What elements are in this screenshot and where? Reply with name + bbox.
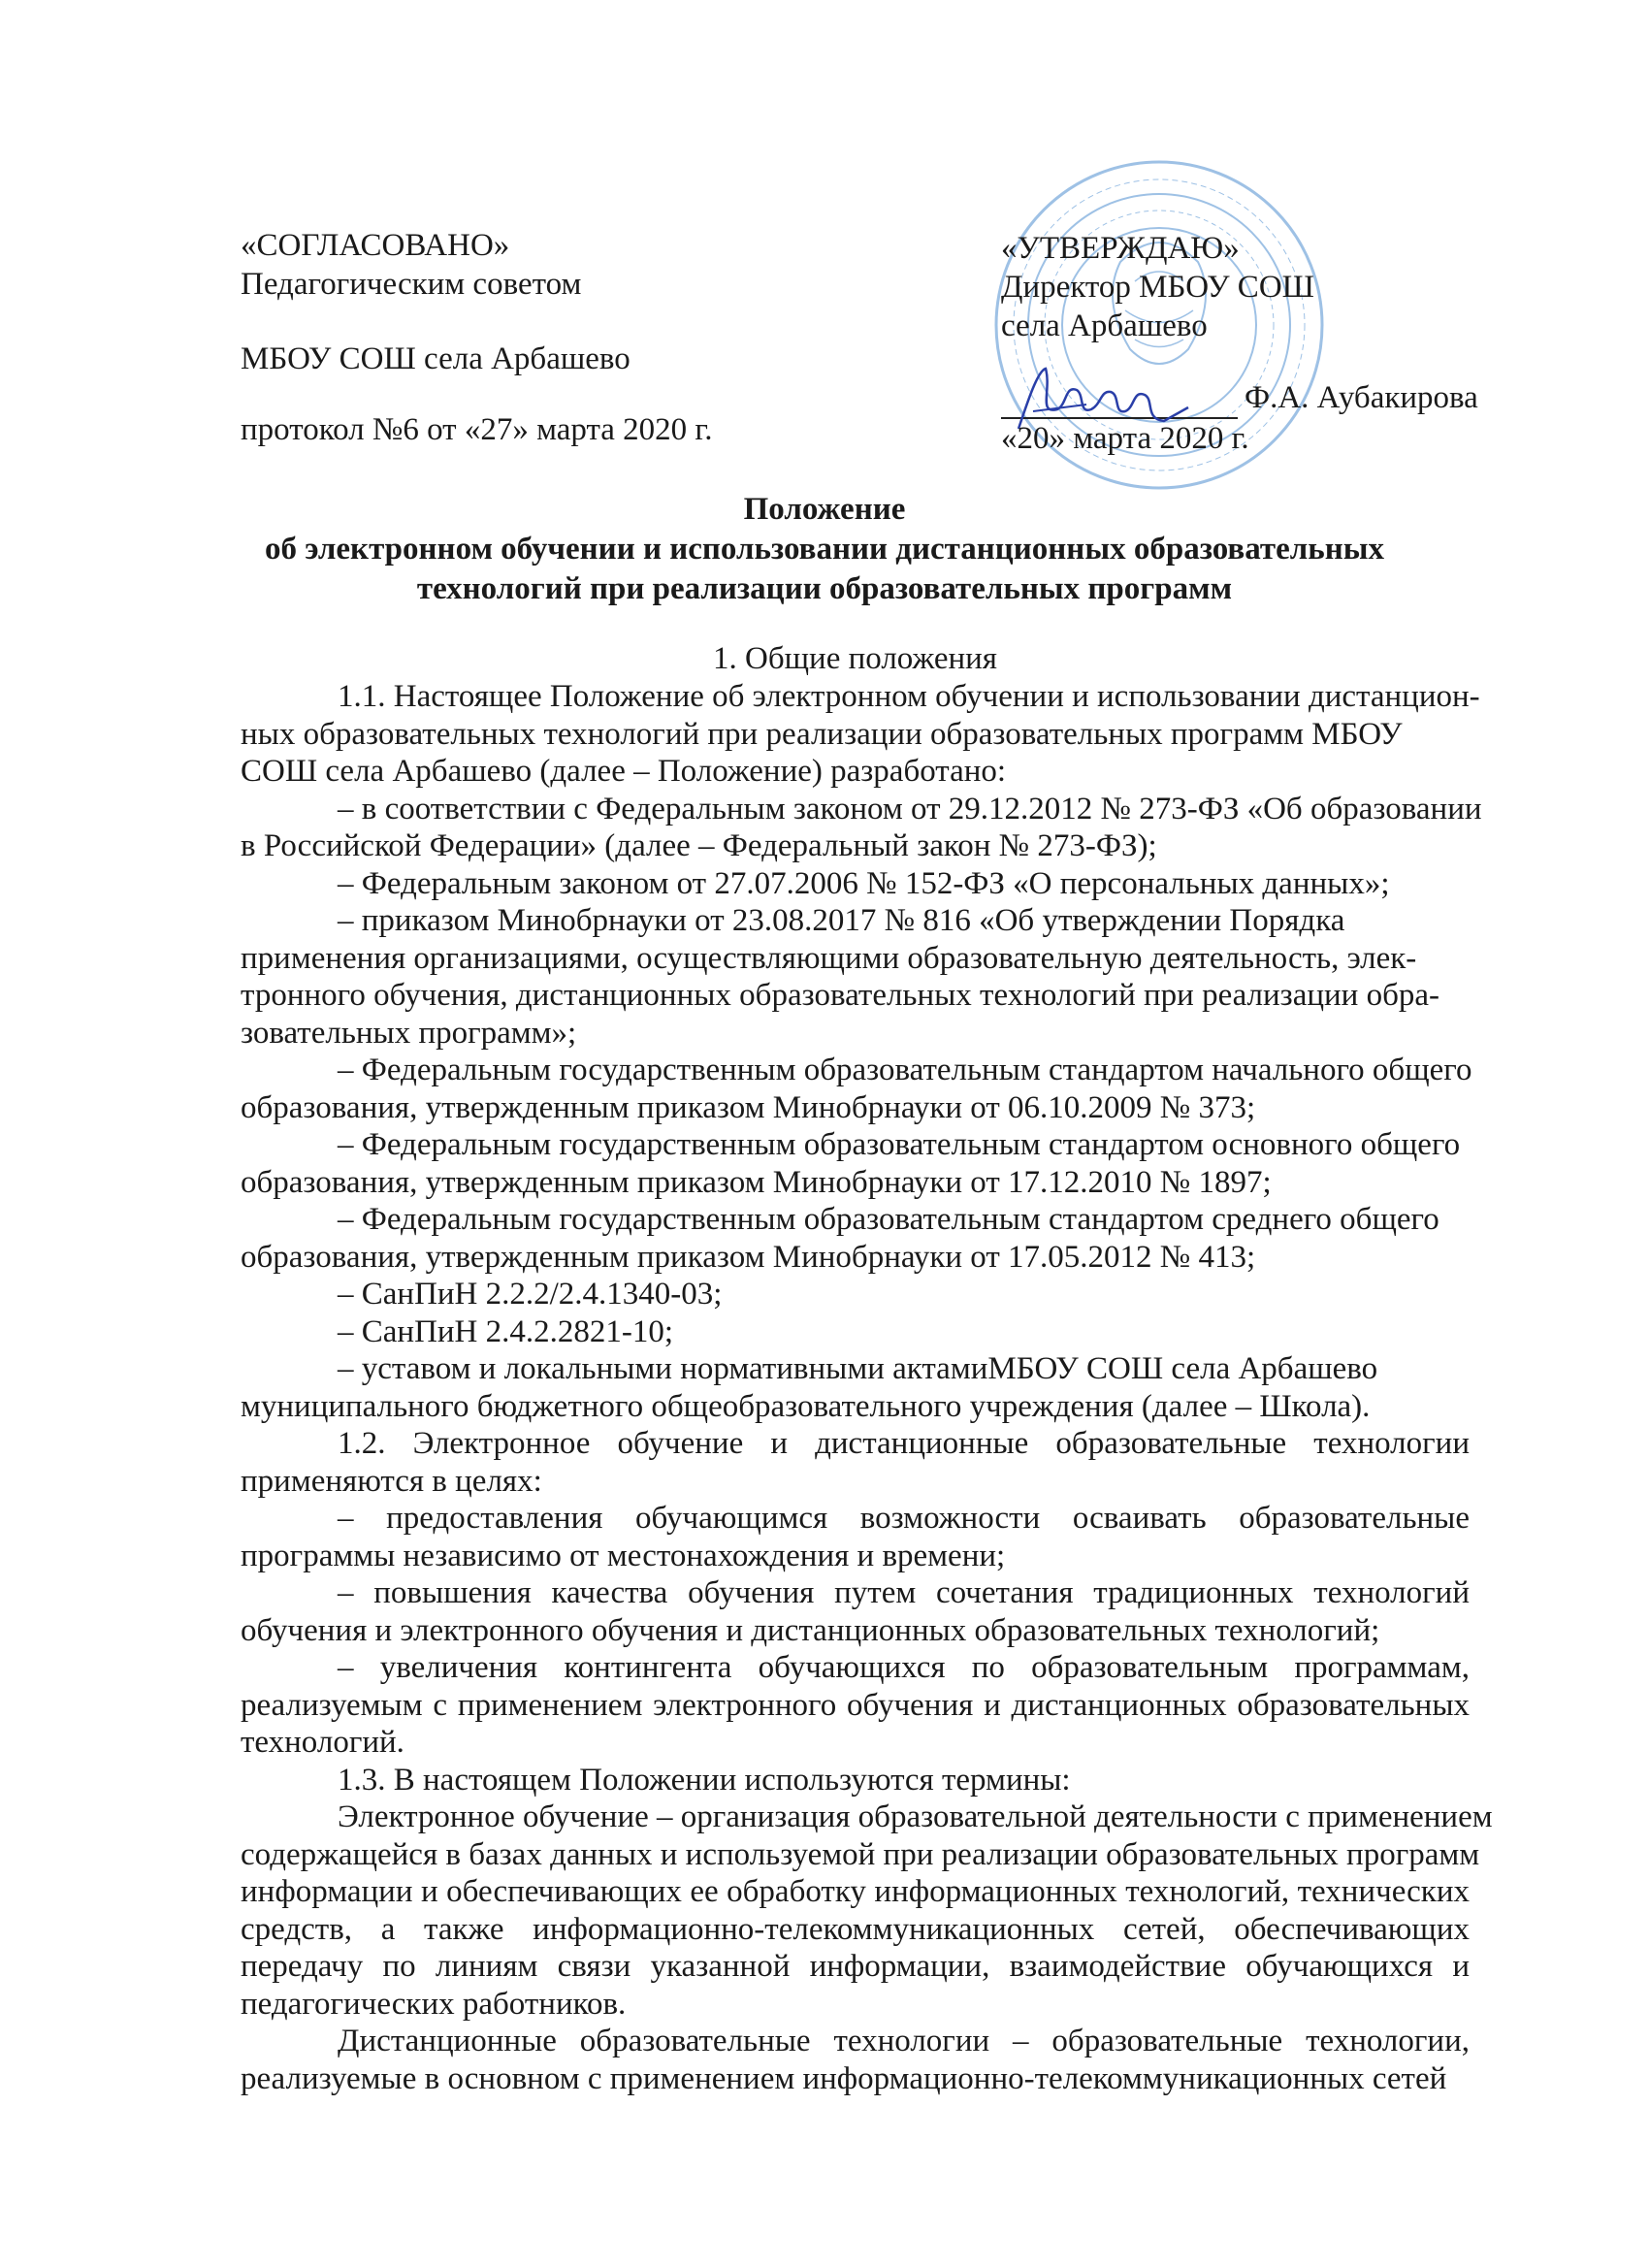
paragraph-line: технологий. — [241, 1725, 404, 1760]
approved-village: села Арбашево — [1001, 308, 1208, 343]
paragraph-first-line: – Федеральным законом от 27.07.2006 № 152-ФЗ «О персональных данных»; — [338, 866, 1390, 901]
paragraph-line: образования, утвержденным приказом Минобрнауки от 06.10.2009 № 373; — [241, 1090, 1256, 1125]
paragraph-line: образования, утвержденным приказом Минобрнауки от 17.05.2012 № 413; — [241, 1240, 1256, 1275]
paragraph-first-line: Дистанционные образовательные технологии – образовательные технологии, — [338, 2024, 1470, 2058]
paragraph-line: образования, утвержденным приказом Минобрнауки от 17.12.2010 № 1897; — [241, 1165, 1272, 1200]
paragraph-line: тронного обучения, дистанционных образовательных технологий при реализации обра- — [241, 978, 1440, 1013]
paragraph-first-line: – увеличения контингента обучающихся по образовательным программам, — [338, 1650, 1470, 1685]
paragraph-first-line: – СанПиН 2.2.2/2.4.1340-03; — [338, 1277, 723, 1312]
agreed-by-council: Педагогическим советом — [241, 267, 582, 302]
approver-name: Ф.А. Аубакирова — [1245, 380, 1478, 415]
paragraph-line: средств, а также информационно-телекоммуникационных сетей, обеспечивающих — [241, 1912, 1470, 1947]
agreed-school: МБОУ СОШ села Арбашево — [241, 341, 630, 376]
paragraph-line: ных образовательных технологий при реализации образовательных программ МБОУ — [241, 717, 1403, 752]
paragraph-line: СОШ села Арбашево (далее – Положение) разработано: — [241, 754, 1007, 789]
paragraph-first-line: – Федеральным государственным образовательным стандартом начального общего — [338, 1053, 1472, 1087]
paragraph-first-line: Электронное обучение – организация образовательной деятельности с применением — [338, 1799, 1493, 1834]
paragraph-first-line: – Федеральным государственным образовательным стандартом основного общего — [338, 1127, 1461, 1162]
document-subtitle-line1: об электронном обучении и использовании дистанционных образовательных — [264, 532, 1385, 567]
paragraph-line: зовательных программ»; — [241, 1016, 577, 1051]
paragraph-line: применения организациями, осуществляющими образовательную деятельность, элек- — [241, 941, 1417, 976]
paragraph-line: информации и обеспечивающих ее обработку информационных технологий, технических — [241, 1874, 1470, 1909]
document-subtitle-line2: технологий при реализации образовательных программ — [416, 571, 1233, 606]
approved-heading: «УТВЕРЖДАЮ» — [1001, 231, 1240, 266]
paragraph-line: обучения и электронного обучения и дистанционных образовательных технологий; — [241, 1613, 1380, 1648]
agreed-protocol: протокол №6 от «27» марта 2020 г. — [241, 412, 713, 447]
paragraph-line: педагогических работников. — [241, 1987, 627, 2022]
paragraph-first-line: 1.1. Настоящее Положение об электронном обучении и использовании дистанцион- — [338, 679, 1480, 714]
paragraph-line: муниципального бюджетного общеобразовательного учреждения (далее – Школа). — [241, 1389, 1371, 1424]
paragraph-first-line: – повышения качества обучения путем сочетания традиционных технологий — [338, 1575, 1470, 1610]
document-title: Положение — [743, 492, 906, 527]
section-heading: 1. Общие положения — [713, 641, 997, 676]
approved-date: «20» марта 2020 г. — [1001, 421, 1249, 456]
paragraph-first-line: – в соответствии с Федеральным законом от 29.12.2012 № 273-ФЗ «Об образовании — [338, 792, 1482, 826]
paragraph-first-line: 1.2. Электронное обучение и дистанционные образовательные технологии — [338, 1426, 1470, 1461]
paragraph-line: передачу по линиям связи указанной информации, взаимодействие обучающихся и — [241, 1949, 1470, 1984]
paragraph-first-line: – уставом и локальными нормативными актамиМБОУ СОШ села Арбашево — [338, 1351, 1378, 1386]
approved-position: Директор МБОУ СОШ — [1001, 270, 1314, 305]
paragraph-line: в Российской Федерации» (далее – Федеральный закон № 273-ФЗ); — [241, 828, 1157, 863]
paragraph-first-line: – приказом Минобрнауки от 23.08.2017 № 816 «Об утверждении Порядка — [338, 903, 1345, 938]
paragraph-line: применяются в целях: — [241, 1464, 542, 1499]
paragraph-line: содержащейся в базах данных и используемой при реализации образовательных программ — [241, 1837, 1480, 1872]
agreed-heading: «СОГЛАСОВАНО» — [241, 228, 510, 263]
paragraph-first-line: – Федеральным государственным образовательным стандартом среднего общего — [338, 1202, 1439, 1237]
paragraph-first-line: 1.3. В настоящем Положении используются термины: — [338, 1763, 1071, 1798]
paragraph-first-line: – СанПиН 2.4.2.2821-10; — [338, 1314, 674, 1349]
paragraph-first-line: – предоставления обучающимся возможности осваивать образовательные — [338, 1501, 1470, 1536]
paragraph-line: реализуемым с применением электронного обучения и дистанционных образовательных — [241, 1688, 1470, 1723]
paragraph-line: реализуемые в основном с применением информационно-телекоммуникационных сетей — [241, 2061, 1447, 2096]
paragraph-line: программы независимо от местонахождения и времени; — [241, 1539, 1006, 1573]
